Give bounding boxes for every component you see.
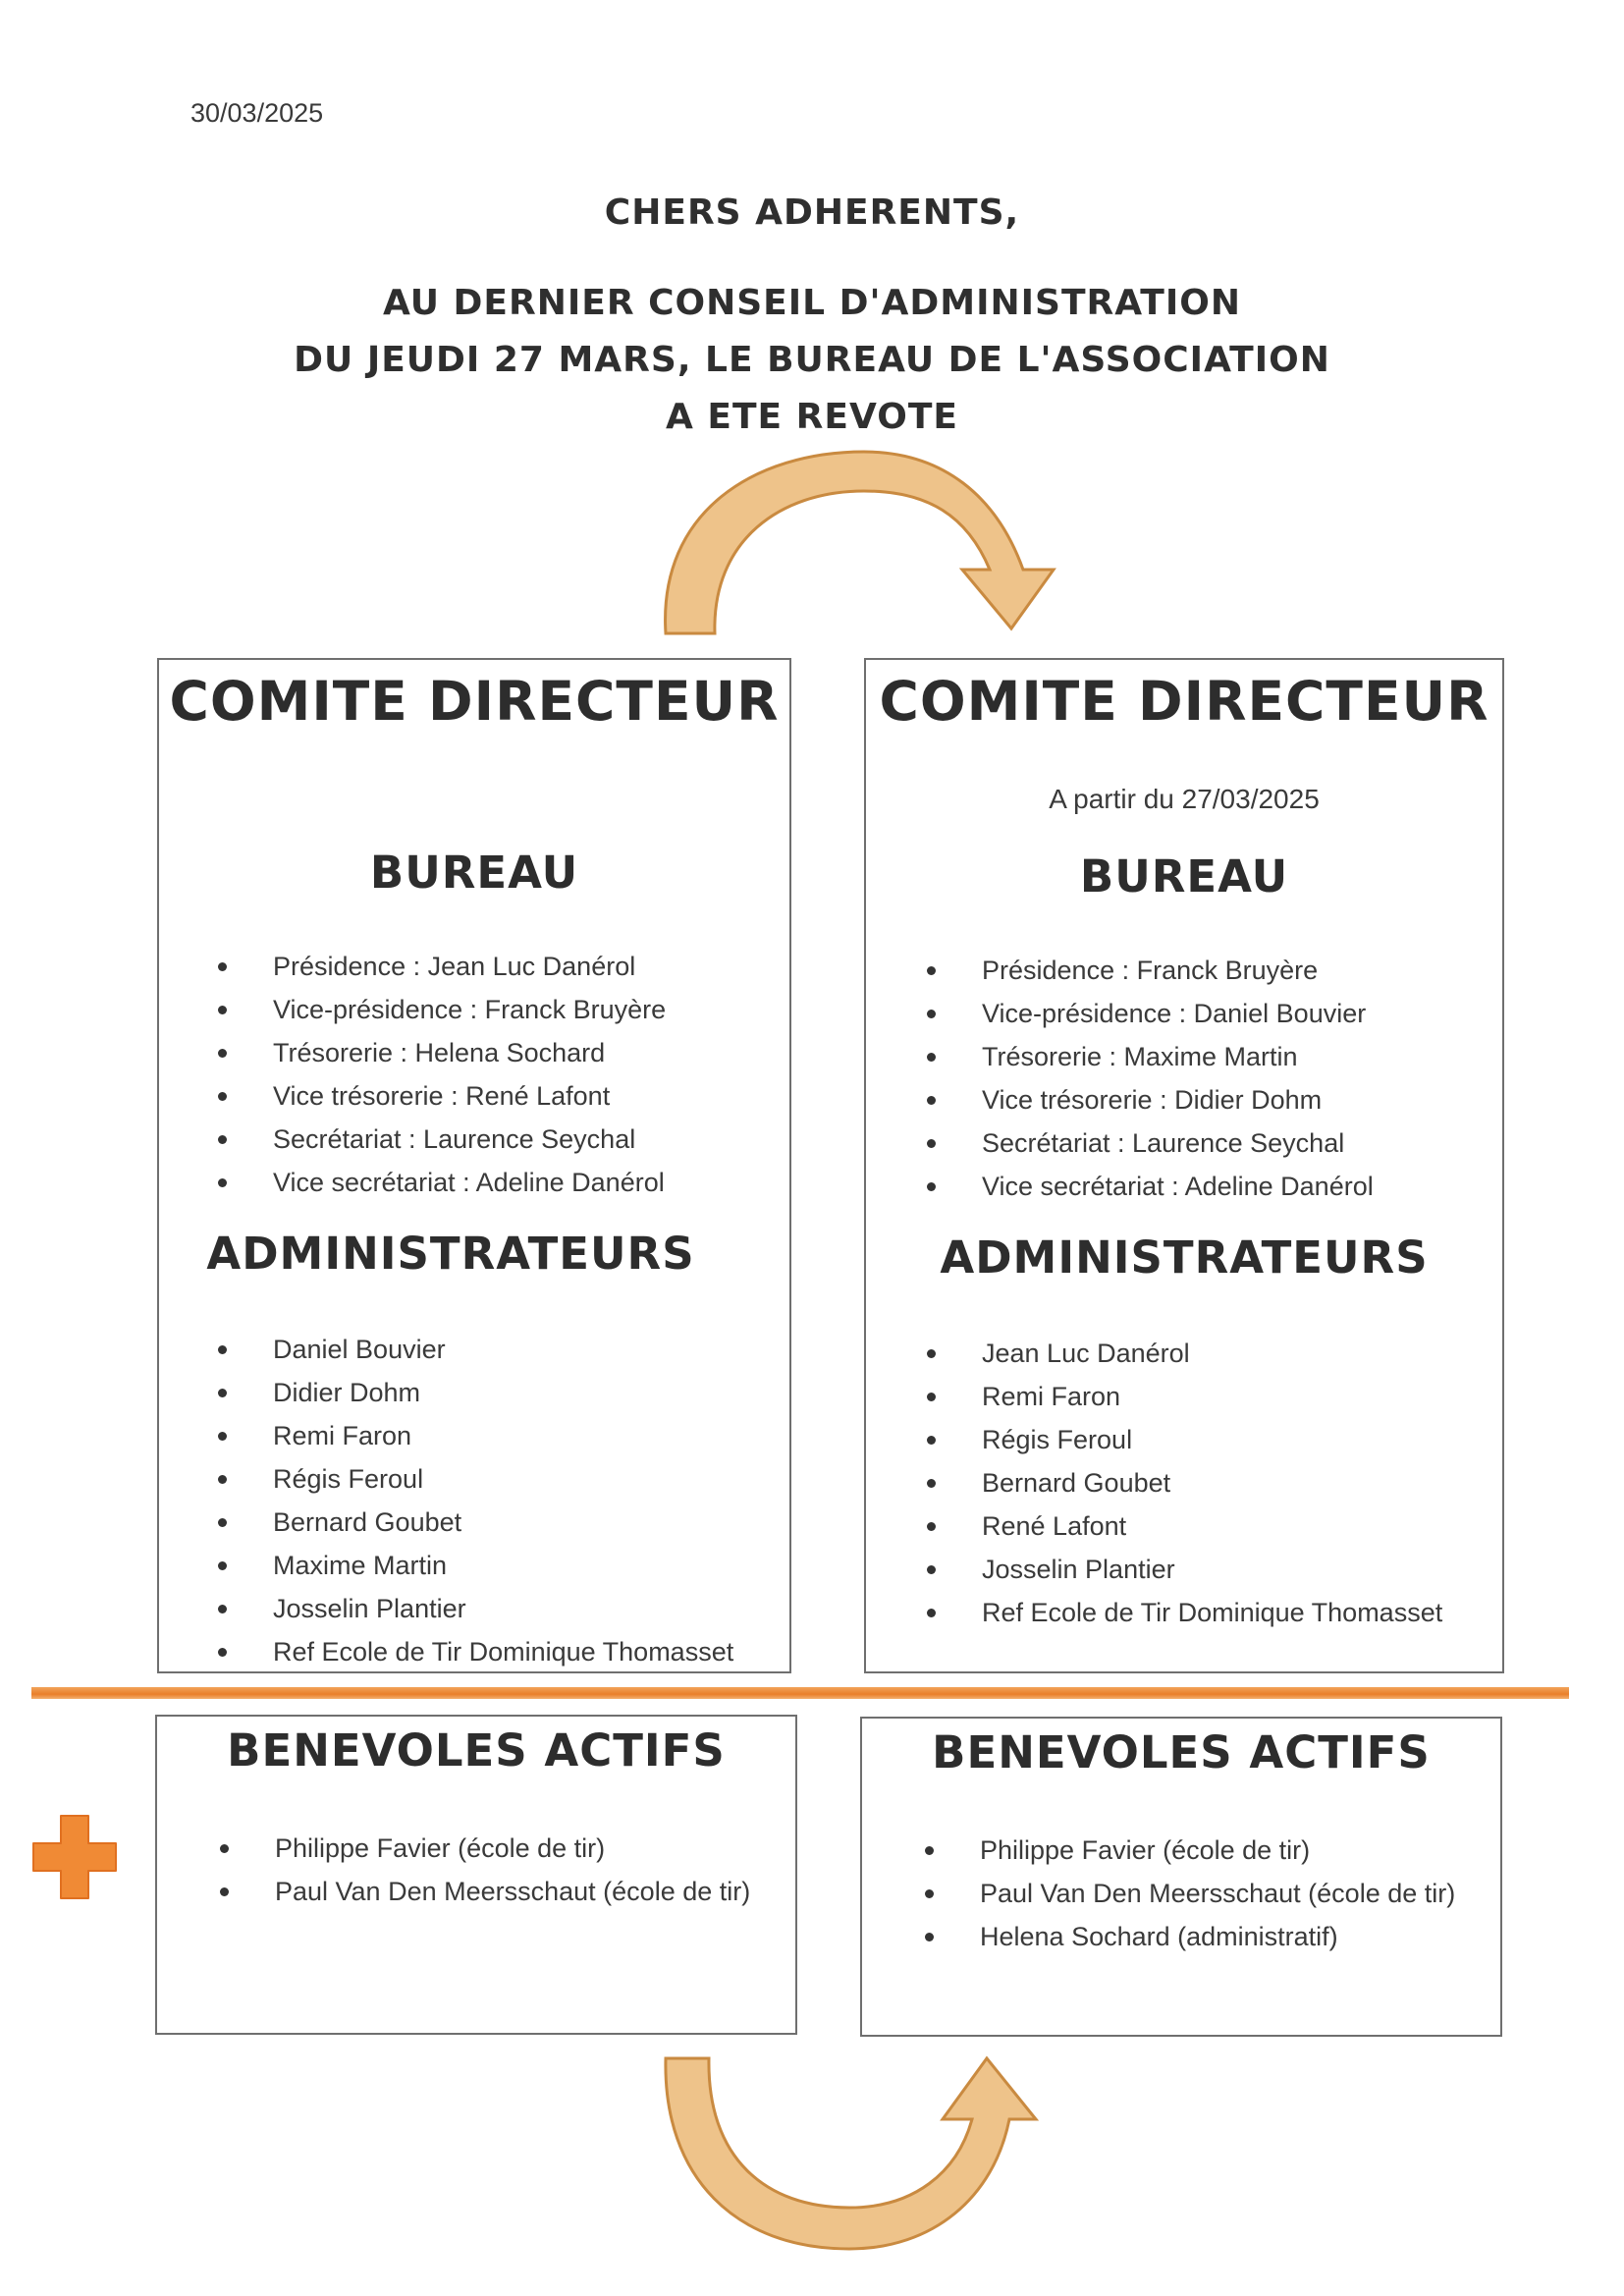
old-volunteers-list (275, 1827, 750, 1913)
new-volunteers-title: BENEVOLES ACTIFS (932, 1726, 1431, 1778)
bullet-icon (218, 1475, 227, 1484)
list-item-text: Régis Feroul (982, 1425, 1133, 1454)
plus-icon (29, 1812, 120, 1902)
list-item (980, 1915, 1455, 1958)
bullet-icon (925, 1846, 934, 1855)
curved-arrow-right-icon (648, 442, 1080, 638)
list-item (273, 1501, 733, 1544)
list-item (982, 1078, 1374, 1121)
bullet-icon (218, 1389, 227, 1397)
new-admin-list (982, 1332, 1442, 1634)
list-item (982, 992, 1374, 1035)
list-item-text: Présidence : Franck Bruyère (982, 956, 1319, 985)
bullet-icon (927, 1565, 936, 1574)
list-item (273, 1587, 733, 1630)
list-item-text: Remi Faron (273, 1421, 412, 1450)
old-admin-list (273, 1328, 733, 1673)
new-committee-date: A partir du 27/03/2025 (1049, 784, 1320, 814)
intro-line-2: AU DERNIER CONSEIL D'ADMINISTRATION (383, 283, 1241, 323)
bullet-icon (927, 966, 936, 975)
bullet-icon (925, 1933, 934, 1941)
list-item (273, 1074, 666, 1118)
bullet-icon (927, 1139, 936, 1148)
new-bureau-list (982, 949, 1374, 1208)
old-admin-title: ADMINISTRATEURS (206, 1228, 695, 1280)
list-item (982, 1035, 1374, 1078)
old-volunteers-box (155, 1715, 797, 2035)
list-item (982, 1165, 1374, 1208)
list-item-text: Vice trésorerie : René Lafont (273, 1081, 611, 1111)
bullet-icon (218, 962, 227, 971)
list-item-text: Paul Van Den Meersschaut (école de tir) (275, 1877, 751, 1906)
list-item (273, 1328, 733, 1371)
list-item (982, 1548, 1442, 1591)
intro-heading: CHERS ADHERENTS, (604, 192, 1020, 233)
list-item (273, 1161, 666, 1204)
bullet-icon (927, 1349, 936, 1358)
separator-line (31, 1687, 1569, 1699)
bullet-icon (218, 1092, 227, 1101)
bullet-icon (927, 1609, 936, 1617)
new-volunteers-box (860, 1717, 1502, 2037)
list-item-text: Vice secrétariat : Adeline Danérol (982, 1172, 1374, 1201)
curved-arrow-up-icon (648, 2050, 1060, 2257)
list-item (273, 1544, 733, 1587)
old-committee-title: COMITE DIRECTEUR (169, 670, 780, 733)
bullet-icon (927, 1393, 936, 1401)
bullet-icon (925, 1889, 934, 1898)
list-item (982, 949, 1374, 992)
bullet-icon (927, 1522, 936, 1531)
new-bureau-title: BUREAU (1079, 850, 1289, 902)
list-item (273, 1371, 733, 1414)
old-bureau-list (273, 945, 666, 1204)
list-item-text: Josselin Plantier (273, 1594, 466, 1623)
bullet-icon (927, 1053, 936, 1062)
list-item-text: Bernard Goubet (982, 1468, 1171, 1498)
list-item-text: Philippe Favier (école de tir) (275, 1833, 606, 1863)
list-item (982, 1375, 1442, 1418)
list-item (273, 1414, 733, 1457)
bullet-icon (218, 1006, 227, 1014)
bullet-icon (218, 1345, 227, 1354)
list-item-text: Didier Dohm (273, 1378, 421, 1407)
list-item (273, 988, 666, 1031)
bullet-icon (218, 1518, 227, 1527)
bullet-icon (927, 1436, 936, 1445)
bullet-icon (218, 1049, 227, 1058)
old-bureau-title: BUREAU (369, 847, 579, 899)
date: 30/03/2025 (190, 98, 324, 128)
list-item-text: Philippe Favier (école de tir) (980, 1835, 1311, 1865)
intro-text (0, 275, 1624, 446)
list-item-text: Maxime Martin (273, 1551, 448, 1580)
intro-line-3: DU JEUDI 27 MARS, LE BUREAU DE L'ASSOCIATION (294, 340, 1330, 380)
intro-line-4: A ETE REVOTE (666, 397, 958, 437)
bullet-icon (218, 1432, 227, 1441)
old-committee-box (157, 658, 791, 1673)
list-item (982, 1591, 1442, 1634)
bullet-icon (927, 1182, 936, 1191)
list-item (982, 1461, 1442, 1504)
list-item-text: Vice-présidence : Daniel Bouvier (982, 999, 1367, 1028)
list-item (273, 1630, 733, 1673)
list-item-text: Trésorerie : Helena Sochard (273, 1038, 606, 1067)
bullet-icon (218, 1605, 227, 1613)
list-item-text: Josselin Plantier (982, 1555, 1175, 1584)
bullet-icon (218, 1178, 227, 1187)
list-item-text: Régis Feroul (273, 1464, 424, 1494)
list-item-text: René Lafont (982, 1511, 1127, 1541)
list-item-text: Jean Luc Danérol (982, 1339, 1190, 1368)
list-item (273, 1457, 733, 1501)
bullet-icon (927, 1010, 936, 1018)
list-item-text: Ref Ecole de Tir Dominique Thomasset (982, 1598, 1443, 1627)
list-item-text: Vice trésorerie : Didier Dohm (982, 1085, 1323, 1115)
list-item (273, 1031, 666, 1074)
new-admin-title: ADMINISTRATEURS (940, 1231, 1429, 1284)
list-item-text: Bernard Goubet (273, 1507, 462, 1537)
list-item-text: Vice-présidence : Franck Bruyère (273, 995, 667, 1024)
bullet-icon (220, 1844, 229, 1853)
list-item (273, 1118, 666, 1161)
list-item (982, 1504, 1442, 1548)
list-item (982, 1418, 1442, 1461)
list-item (275, 1827, 750, 1870)
list-item-text: Secrétariat : Laurence Seychal (982, 1128, 1345, 1158)
list-item (273, 945, 666, 988)
bullet-icon (218, 1561, 227, 1570)
list-item-text: Remi Faron (982, 1382, 1121, 1411)
list-item-text: Présidence : Jean Luc Danérol (273, 952, 636, 981)
new-volunteers-list (980, 1829, 1455, 1958)
bullet-icon (927, 1479, 936, 1488)
list-item (980, 1829, 1455, 1872)
list-item (275, 1870, 750, 1913)
list-item (982, 1121, 1374, 1165)
list-item-text: Secrétariat : Laurence Seychal (273, 1124, 636, 1154)
list-item (982, 1332, 1442, 1375)
bullet-icon (218, 1648, 227, 1657)
list-item (980, 1872, 1455, 1915)
list-item-text: Ref Ecole de Tir Dominique Thomasset (273, 1637, 734, 1667)
bullet-icon (927, 1096, 936, 1105)
list-item-text: Paul Van Den Meersschaut (école de tir) (980, 1879, 1456, 1908)
list-item-text: Trésorerie : Maxime Martin (982, 1042, 1298, 1071)
list-item-text: Daniel Bouvier (273, 1335, 446, 1364)
new-committee-box (864, 658, 1504, 1673)
list-item-text: Vice secrétariat : Adeline Danérol (273, 1168, 665, 1197)
list-item-text: Helena Sochard (administratif) (980, 1922, 1338, 1951)
bullet-icon (220, 1887, 229, 1896)
bullet-icon (218, 1135, 227, 1144)
old-volunteers-title: BENEVOLES ACTIFS (227, 1724, 726, 1777)
new-committee-title: COMITE DIRECTEUR (879, 670, 1489, 733)
